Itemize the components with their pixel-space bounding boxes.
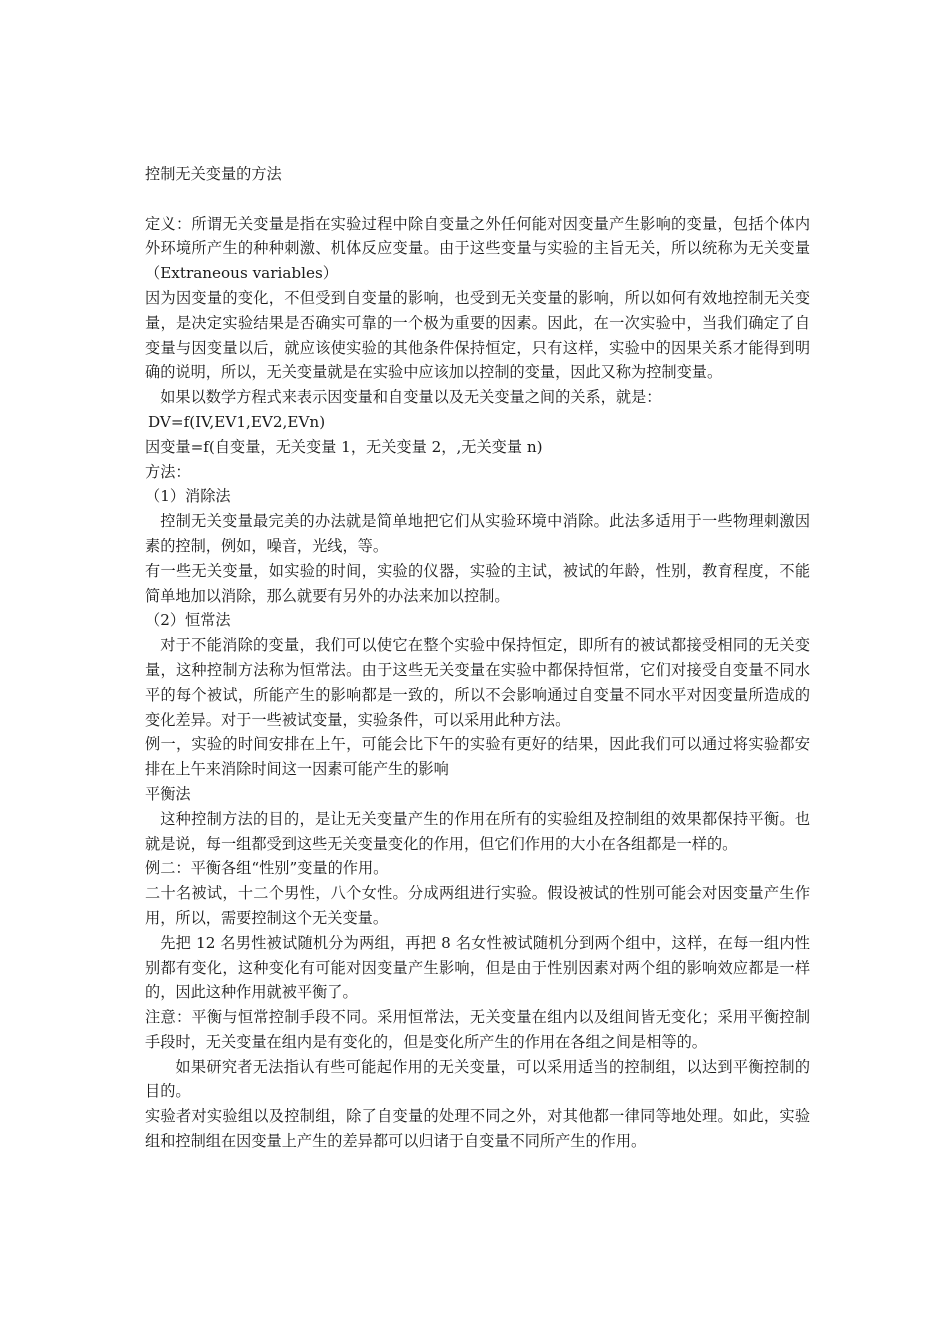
paragraph: 先把 12 名男性被试随机分为两组，再把 8 名女性被试随机分到两个组中，这样，在每一组内性别都有变化，这种变化有可能对因变量产生影响，但是由于性别因素对两个组的影响效应都是一样的，因此这种作用就被平衡了。 (145, 933, 810, 1002)
paragraph: 对于不能消除的变量，我们可以使它在整个实验中保持恒定，即所有的被试都接受相同的无关变量，这种控制方法称为恒常法。由于这些无关变量在实验中都保持恒常，它们对接受自变量不同水平的每个被试，所能产生的影响都是一致的，所以不会影响通过自变量不同水平对因变量所造成的变化差异。对于一些被试变量，实验条件，可以采用此种方法。 (145, 636, 810, 729)
section-heading-balancing: 平衡法 (145, 784, 191, 803)
formula: DV=f(IV,EV1,EV2,EVn) (148, 412, 326, 431)
document-title: 控制无关变量的方法 (145, 165, 282, 183)
paragraph: 控制无关变量最完美的办法就是简单地把它们从实验环境中消除。此法多适用于一些物理刺激因素的控制，例如，噪音，光线，等。 (145, 512, 810, 555)
document-body (145, 162, 810, 1154)
methods-heading: 方法： (145, 462, 191, 481)
paragraph: 二十名被试，十二个男性，八个女性。分成两组进行实验。假设被试的性别可能会对因变量产生作用，所以，需要控制这个无关变量。 (145, 884, 810, 927)
paragraph: 因为因变量的变化，不但受到自变量的影响，也受到无关变量的影响，所以如何有效地控制无关变量，是决定实验结果是否确实可靠的一个极为重要的因素。因此，在一次实验中，当我们确定了自变量与因变量以后，就应该使实验的其他条件保持恒定，只有这样，实验中的因果关系才能得到明确的说明，所以，无关变量就是在实验中应该加以控制的变量，因此又称为控制变量。 (145, 288, 810, 382)
paragraph: 如果以数学方程式来表示因变量和自变量以及无关变量之间的关系，就是： (160, 388, 662, 407)
formula-chinese: 因变量=f(自变量，无关变量 1，无关变量 2，,无关变量 n) (145, 437, 543, 456)
example-paragraph: 例二：平衡各组“性别”变量的作用。 (145, 859, 389, 878)
paragraph: 实验者对实验组以及控制组，除了自变量的处理不同之外，对其他都一律同等地处理。如此，实验组和控制组在因变量上产生的差异都可以归诸于自变量不同所产生的作用。 (145, 1107, 810, 1151)
paragraph: 如果研究者无法指认有些可能起作用的无关变量，可以采用适当的控制组，以达到平衡控制的目的。 (145, 1057, 810, 1101)
section-heading-elimination: （1）消除法 (145, 487, 231, 506)
section-heading-constancy: （2）恒常法 (145, 611, 231, 630)
note-paragraph: 注意：平衡与恒常控制手段不同。采用恒常法，无关变量在组内以及组间皆无变化；采用平衡控制手段时，无关变量在组内是有变化的，但是变化所产生的作用在各组之间是相等的。 (145, 1008, 810, 1051)
example-paragraph: 例一，实验的时间安排在上午，可能会比下午的实验有更好的结果，因此我们可以通过将实验都安排在上午来消除时间这一因素可能产生的影响 (145, 735, 810, 779)
definition-paragraph: 定义：所谓无关变量是指在实验过程中除自变量之外任何能对因变量产生影响的变量，包括个体内外环境所产生的种种刺激、机体反应变量。由于这些变量与实验的主旨无关，所以统称为无关变量（Extraneous variables） (145, 214, 810, 283)
paragraph: 有一些无关变量，如实验的时间，实验的仪器，实验的主试，被试的年龄，性别，教育程度，不能简单地加以消除，那么就要有另外的办法来加以控制。 (145, 561, 810, 605)
paragraph: 这种控制方法的目的，是让无关变量产生的作用在所有的实验组及控制组的效果都保持平衡。也就是说，每一组都受到这些无关变量变化的作用，但它们作用的大小在各组都是一样的。 (145, 809, 810, 853)
